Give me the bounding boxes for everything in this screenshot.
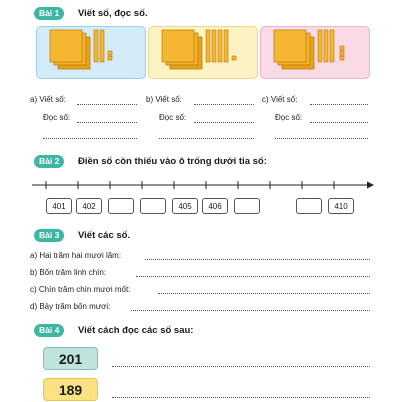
ex1-a-read-line[interactable] bbox=[77, 122, 137, 123]
ex1-a-write-line[interactable] bbox=[77, 104, 137, 105]
base-ten-blocks-b bbox=[148, 26, 258, 79]
ex1-title: Viết số, đọc số. bbox=[78, 8, 148, 19]
ex1-c-write-line[interactable] bbox=[310, 104, 368, 105]
number-line-box-3[interactable] bbox=[108, 198, 134, 214]
ex3-badge: Bài 3 bbox=[34, 229, 64, 242]
ex1-b-read-line-2[interactable] bbox=[159, 138, 254, 139]
ex3-item-c: c) Chín trăm chín mươi mốt: bbox=[30, 285, 131, 294]
base-ten-blocks-c bbox=[260, 26, 370, 79]
base-ten-blocks-a bbox=[36, 26, 146, 79]
ex4-number-2-line[interactable] bbox=[112, 397, 370, 398]
ex1-c-read-line-2[interactable] bbox=[275, 138, 368, 139]
ex2-title: Điền số còn thiếu vào ô trống dưới tia số: bbox=[78, 156, 267, 167]
number-line bbox=[30, 178, 375, 192]
number-line-box-4[interactable] bbox=[140, 198, 166, 214]
ex4-badge: Bài 4 bbox=[34, 324, 64, 337]
ex4-number-1-line[interactable] bbox=[112, 366, 370, 367]
number-line-box-7[interactable] bbox=[234, 198, 260, 214]
ex1-c-label: c) Viết số: bbox=[262, 95, 298, 104]
number-line-box-5: 405 bbox=[172, 198, 198, 214]
ex1-b-label: b) Viết số: bbox=[146, 95, 182, 104]
ex4-number-1: 201 bbox=[43, 347, 98, 370]
ex2-badge: Bài 2 bbox=[34, 155, 64, 168]
ex3-item-d-line[interactable] bbox=[131, 310, 370, 311]
ex3-item-a: a) Hai trăm hai mươi lăm: bbox=[30, 251, 122, 260]
ex1-b-read-label: Đọc số: bbox=[159, 113, 187, 122]
ex1-badge: Bài 1 bbox=[34, 7, 64, 20]
ex1-a-label: a) Viết số: bbox=[30, 95, 66, 104]
number-line-box-6: 406 bbox=[202, 198, 228, 214]
ex3-title: Viết các số. bbox=[78, 230, 131, 241]
number-line-box-8[interactable] bbox=[296, 198, 322, 214]
ex3-item-b-line[interactable] bbox=[136, 276, 370, 277]
ex3-item-b: b) Bốn trăm linh chín: bbox=[30, 268, 107, 277]
ex1-a-read-label: Đọc số: bbox=[43, 113, 71, 122]
number-line-box-1: 401 bbox=[46, 198, 72, 214]
ex1-a-read-line-2[interactable] bbox=[43, 138, 137, 139]
ex1-b-write-line[interactable] bbox=[194, 104, 254, 105]
ex3-item-d: d) Bảy trăm bốn mươi: bbox=[30, 302, 111, 311]
ex1-c-read-line[interactable] bbox=[310, 122, 368, 123]
ex4-title: Viết cách đọc các số sau: bbox=[78, 325, 194, 336]
number-line-box-9: 410 bbox=[328, 198, 354, 214]
ex3-item-c-line[interactable] bbox=[158, 293, 370, 294]
ex1-c-read-label: Đọc số: bbox=[275, 113, 303, 122]
ex1-b-read-line[interactable] bbox=[194, 122, 254, 123]
ex3-item-a-line[interactable] bbox=[145, 259, 370, 260]
number-line-box-2: 402 bbox=[76, 198, 102, 214]
ex4-number-2: 189 bbox=[43, 378, 98, 401]
